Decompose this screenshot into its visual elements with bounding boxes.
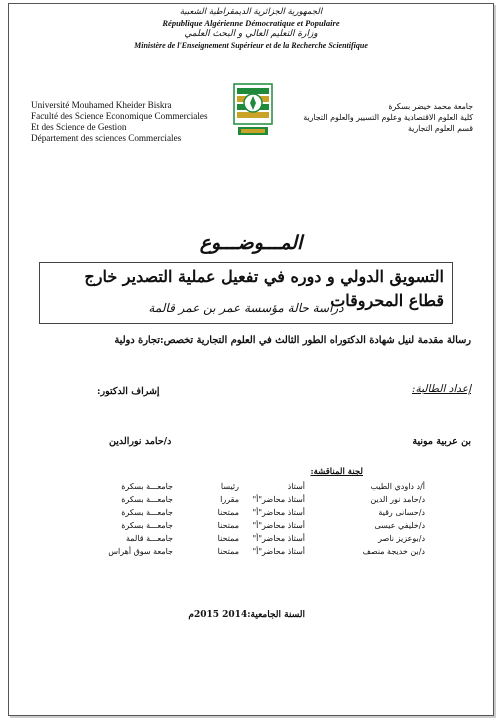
member-name: د/حامد نور الدين xyxy=(370,495,425,504)
member-rank: أستاذ محاضر"أ" xyxy=(252,521,305,530)
university-name-fr: Université Mouhamed Kheider Biskra xyxy=(31,100,172,110)
faculty-name-fr: Faculté des Science Economique Commerciales xyxy=(31,111,208,121)
member-name: أ/د داودي الطيب xyxy=(370,482,425,491)
member-role: رئيسا xyxy=(220,482,239,491)
student-name: بن عربية مونية xyxy=(412,436,471,447)
ministry-arabic: وزارة التعليم العالي و البحث العلمي xyxy=(184,29,318,39)
topic-heading: المـــوضـــوع xyxy=(199,232,303,254)
committee-row xyxy=(79,521,425,533)
faculty-name-fr-2: Et des Science de Gestion xyxy=(31,122,127,132)
member-rank: أستاذ محاضر"أ" xyxy=(252,547,305,556)
member-rank: أستاذ محاضر"أ" xyxy=(252,495,305,504)
member-university: جامعـــة قالمة xyxy=(125,534,173,543)
document-page xyxy=(8,3,494,716)
member-name: د/بوعزيز ناصر xyxy=(378,534,425,543)
thesis-statement: رسالة مقدمة لنيل شهادة الدكتوراه الطور الثالث في العلوم التجارية تخصص:تجارة دولية xyxy=(114,335,471,346)
member-university: جامعـــة بسكرة xyxy=(121,495,173,504)
committee-row xyxy=(79,482,425,494)
member-role: مقررا xyxy=(220,495,239,504)
ministry-french: Ministère de l'Enseignement Supérieur et de la Recherche Scientifique xyxy=(134,41,368,50)
department-name-ar: قسم العلوم التجارية xyxy=(408,124,473,133)
department-name-fr: Département des sciences Commerciales xyxy=(31,133,182,143)
committee-row xyxy=(79,547,425,559)
committee-label: لجنة المناقشة: xyxy=(310,467,363,477)
university-name-ar: جامعة محمد خيضر بسكرة xyxy=(388,102,473,111)
member-university: جامعـــة بسكرة xyxy=(121,521,173,530)
faculty-name-ar: كلية العلوم الاقتصادية وعلوم التسيير والعلوم التجارية xyxy=(303,113,473,122)
committee-row xyxy=(79,508,425,520)
member-name: د/حسانى رقية xyxy=(378,508,425,517)
committee-row xyxy=(79,495,425,507)
republic-arabic: الجمهورية الجزائرية الديمقراطية الشعبية xyxy=(179,7,323,17)
republic-french: République Algérienne Démocratique et Populaire xyxy=(162,18,340,28)
member-university: جامعـــة بسكرة xyxy=(121,482,173,491)
thesis-title: التسويق الدولي و دوره في تفعيل عملية التصدير خارج قطاع المحروقات xyxy=(84,267,444,310)
prepared-by-label: إعداد الطالبة: xyxy=(411,383,471,395)
member-role: ممتحنا xyxy=(217,547,239,556)
member-role: ممتحنا xyxy=(217,534,239,543)
member-rank: أستاذ محاضر"أ" xyxy=(252,534,305,543)
member-university: جامعـــة بسكرة xyxy=(121,508,173,517)
university-french-block xyxy=(31,100,208,144)
case-study-subtitle: دراسة حالة مؤسسة عمر بن عمر قالمة xyxy=(148,301,344,315)
member-name: د/خليفي عيسى xyxy=(374,521,425,530)
supervisor-name: د/حامد نورالدين xyxy=(109,436,172,447)
title-box xyxy=(39,262,453,324)
university-logo-icon xyxy=(232,82,274,140)
academic-year: السنة الجامعية:2014 2015م xyxy=(188,610,305,620)
university-arabic-block xyxy=(303,101,473,134)
member-university: جامعة سوق أهراس xyxy=(108,547,173,556)
supervisor-label: إشراف الدكتور: xyxy=(97,386,160,397)
member-role: ممتحنا xyxy=(217,508,239,517)
member-role: ممتحنا xyxy=(217,521,239,530)
committee-row xyxy=(79,534,425,546)
member-rank: أستاذ xyxy=(287,482,305,491)
member-rank: أستاذ محاضر"أ" xyxy=(252,508,305,517)
member-name: د/بن خديجة منصف xyxy=(362,547,425,556)
